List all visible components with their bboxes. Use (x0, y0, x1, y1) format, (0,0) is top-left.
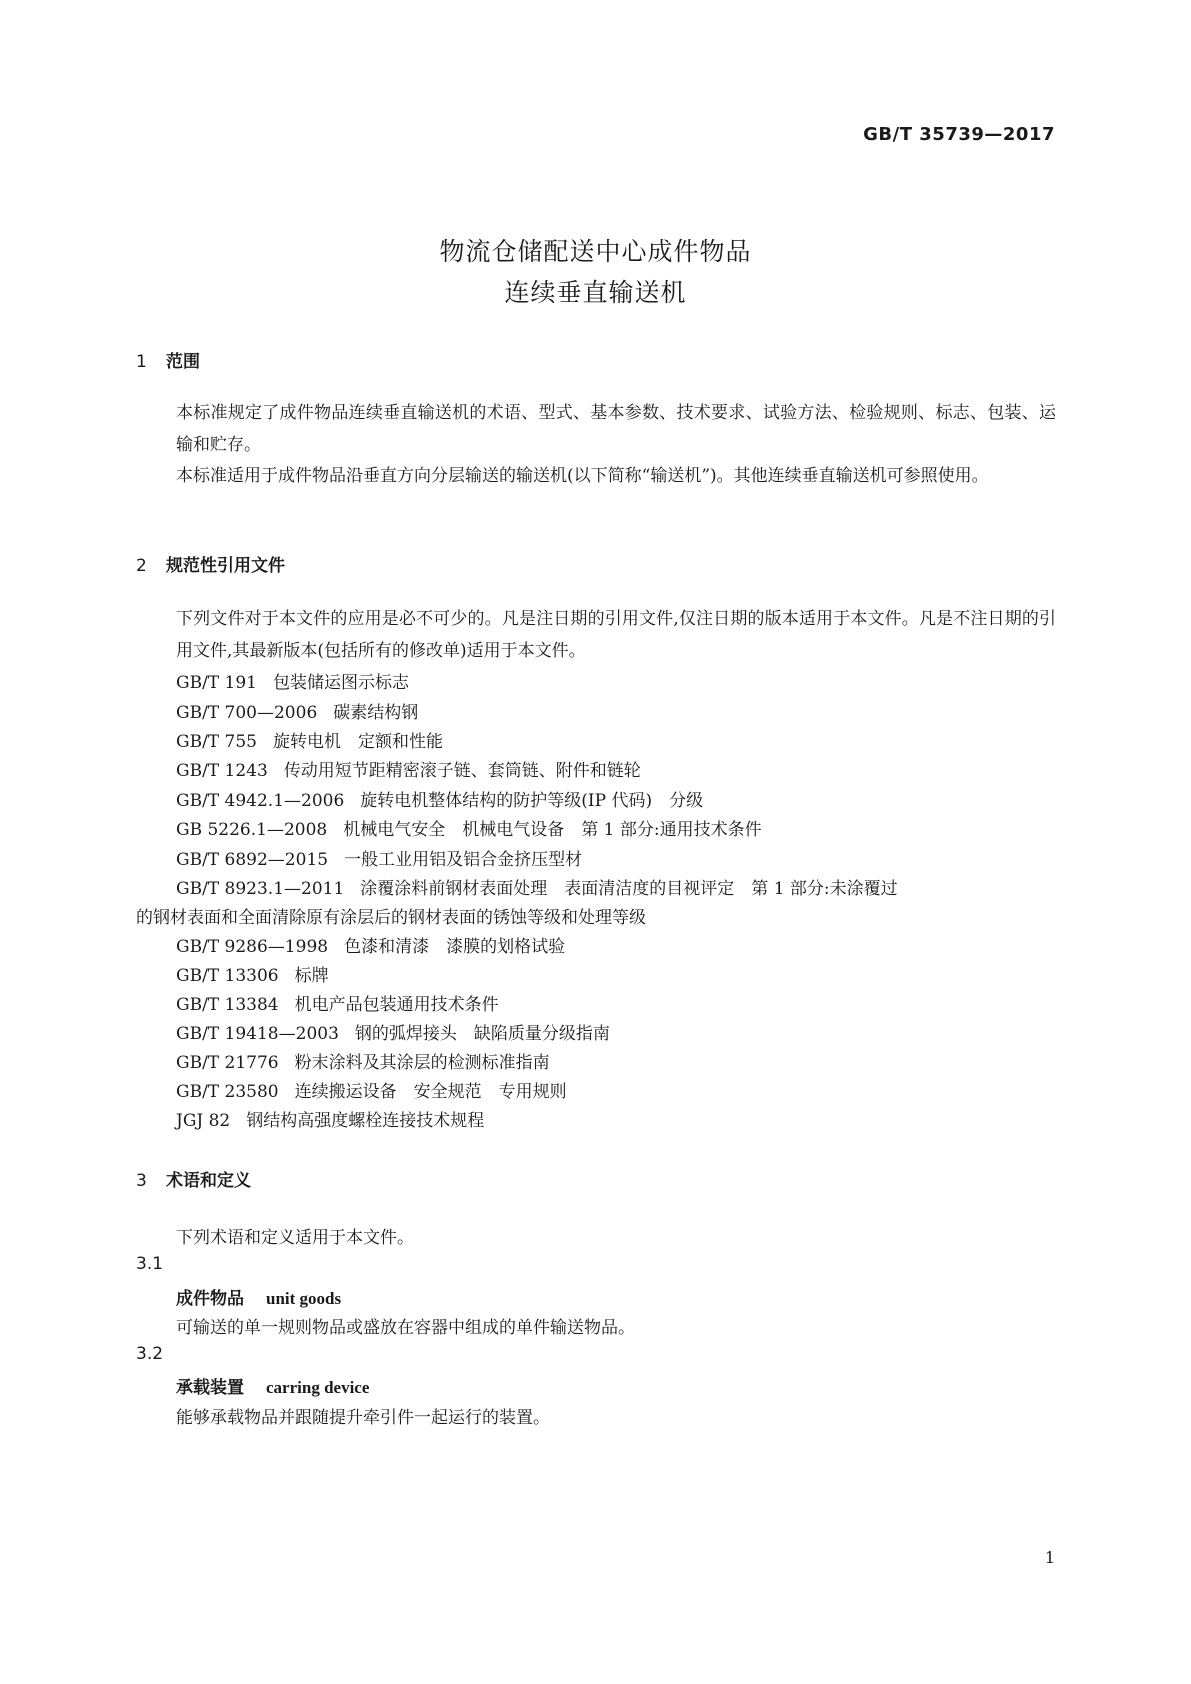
page-number: 1 (1044, 1548, 1055, 1567)
section-2-intro: 下列文件对于本文件的应用是必不可少的。凡是注日期的引用文件,仅注日期的版本适用于本文件。凡是不注日期的引用文件,其最新版本(包括所有的修改单)适用于本文件。 (176, 609, 1056, 661)
document-number: GB/T 35739—2017 (863, 124, 1055, 145)
title-line-1: 物流仓储配送中心成件物品 (439, 237, 752, 266)
reference-item: JGJ 82 钢结构高强度螺栓连接技术规程 (176, 1111, 485, 1131)
section-2-heading: 2 规范性引用文件 (136, 556, 285, 576)
clause-number: 3.1 (136, 1254, 164, 1274)
title-line-2: 连续垂直输送机 (504, 278, 687, 307)
term-definition: 可输送的单一规则物品或盛放在容器中组成的单件输送物品。 (176, 1318, 635, 1338)
reference-item: GB/T 1243 传动用短节距精密滚子链、套筒链、附件和链轮 (176, 761, 641, 781)
term-entry: 承载装置 carring device (176, 1378, 370, 1398)
reference-item: GB/T 700—2006 碳素结构钢 (176, 703, 419, 723)
reference-item: GB/T 13384 机电产品包装通用技术条件 (176, 995, 499, 1015)
section-1-paragraph-1: 本标准规定了成件物品连续垂直输送机的术语、型式、基本参数、技术要求、试验方法、检验规则、标志、包装、运输和贮存。 (176, 403, 1056, 455)
reference-item: GB/T 9286—1998 色漆和清漆 漆膜的划格试验 (176, 937, 566, 957)
section-3-intro: 下列术语和定义适用于本文件。 (176, 1228, 414, 1248)
clause-number: 3.2 (136, 1344, 164, 1364)
term-entry: 成件物品 unit goods (176, 1289, 342, 1309)
reference-item: GB/T 19418—2003 钢的弧焊接头 缺陷质量分级指南 (176, 1024, 610, 1044)
section-1-paragraph-2: 本标准适用于成件物品沿垂直方向分层输送的输送机(以下简称“输送机”)。其他连续垂直输送机可参照使用。 (176, 466, 989, 486)
section-3-heading: 3 术语和定义 (136, 1171, 251, 1191)
reference-item: GB/T 23580 连续搬运设备 安全规范 专用规则 (176, 1082, 567, 1102)
reference-item: GB/T 13306 标牌 (176, 966, 329, 986)
reference-item-continuation: 的钢材表面和全面清除原有涂层后的钢材表面的锈蚀等级和处理等级 (136, 908, 646, 928)
section-1-heading: 1 范围 (136, 352, 200, 372)
reference-item: GB 5226.1—2008 机械电气安全 机械电气设备 第 1 部分:通用技术条件 (176, 820, 762, 840)
reference-item: GB/T 6892—2015 一般工业用铝及铝合金挤压型材 (176, 850, 583, 870)
reference-item: GB/T 191 包装储运图示标志 (176, 673, 409, 693)
term-definition: 能够承载物品并跟随提升牵引件一起运行的装置。 (176, 1408, 550, 1428)
reference-item: GB/T 8923.1—2011 涂覆涂料前钢材表面处理 表面清洁度的目视评定 第 1 部分:未涂覆过 (176, 879, 898, 899)
reference-item: GB/T 755 旋转电机 定额和性能 (176, 732, 443, 752)
reference-item: GB/T 4942.1—2006 旋转电机整体结构的防护等级(IP 代码) 分级 (176, 791, 704, 811)
reference-item: GB/T 21776 粉末涂料及其涂层的检测标准指南 (176, 1053, 550, 1073)
